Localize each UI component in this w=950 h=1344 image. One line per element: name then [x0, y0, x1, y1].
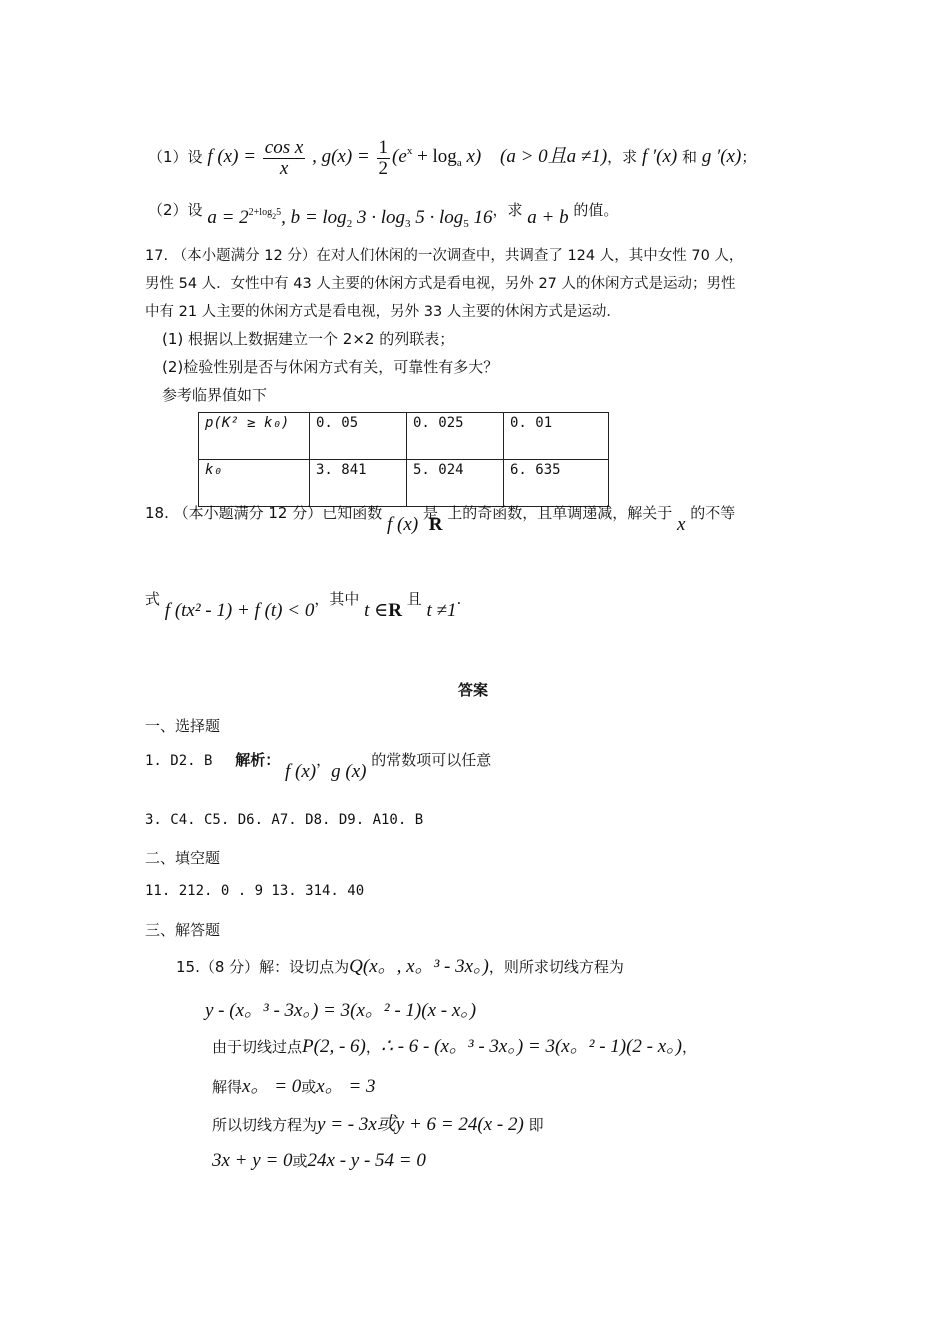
answers-sec3: 三、解答题 [145, 921, 221, 939]
q18-line2 [145, 588, 462, 621]
q18-R2: R [388, 600, 402, 621]
q16-p1-logarg: x) [461, 146, 482, 167]
q18-x: x [677, 514, 686, 535]
q16-p1-fprime: f ′(x) [641, 146, 678, 167]
q17-line3: 中有 21 人主要的休闲方式是看电视，另外 33 人主要的休闲方式是运动． [145, 304, 621, 320]
s15-l5c: 即 [528, 1116, 544, 1134]
s15-head2: ，则所求切线方程为 [488, 958, 624, 976]
s15-l6c: 24x - y - 54 = 0 [307, 1150, 426, 1171]
q16-p2-label: （2）设 [148, 201, 203, 219]
q16-p1-ask: ，求 [607, 148, 638, 166]
q18-line1 [145, 502, 736, 535]
s15-l3eq: ∴ - 6 - (x。³ - 3x。) = 3(x。² - 1)(2 - x。) [380, 1036, 683, 1057]
s15-l4c: 或 [301, 1078, 317, 1096]
q17-ref: 参考临界值如下 [162, 386, 268, 404]
q16-p1-half-den: 2 [378, 157, 389, 179]
table-head-p: p(K² ≥ k₀) [199, 413, 310, 460]
q16-p2-ask: ，求 [492, 201, 523, 219]
q16-p2-sum: a + b [527, 207, 569, 228]
s15-l3a: 由于切线过点 [212, 1038, 303, 1056]
s15-eq1: y - (x。³ - 3x。) = 3(x。² - 1)(x - x。) [205, 1000, 477, 1021]
q18-dot: . [456, 590, 462, 608]
solution-15-head [176, 954, 624, 980]
answer-1-f: f (x) [285, 761, 317, 782]
s15-l6b: 或 [292, 1152, 308, 1170]
answer-1-jiexi: 解析： [235, 751, 281, 769]
answers-title: 答案 [458, 681, 489, 699]
q16-p1-gbody: (e [392, 146, 407, 167]
q17-line1: 17. （本小题满分 12 分）在对人们休闲的一次调查中，共调查了 124 人，其中女性 70 人， [145, 248, 744, 264]
s15-l3c: ， [682, 1038, 698, 1056]
s15-P: P(2, - 6) [302, 1036, 366, 1057]
table-cell: 0. 01 [504, 413, 609, 460]
table-head-k0: k₀ [199, 460, 310, 507]
s15-head: 15.（8 分）解：设切点为 [176, 958, 350, 976]
q18-where: ，其中 [314, 590, 360, 608]
s15-l4b: x。 = 0 [242, 1076, 302, 1097]
table-cell: 6. 635 [504, 460, 609, 507]
s15-l5a: 所以切线方程为 [212, 1116, 318, 1134]
q16-p2-a: $a = 2^{2+log_25}$, $b = \log_2 3 \cdot \log_3 5 \cdot \log_5 16$ [207, 207, 493, 230]
q18-mid: 上的奇函数，且单调递减，解关于 [447, 504, 673, 522]
table-cell: 5. 024 [407, 460, 504, 507]
answer-line-3: 3. C4. C5. D6. A7. D8. D9. A10. B [145, 812, 424, 828]
table-cell: 0. 025 [407, 413, 504, 460]
q16-p2-end: 的值。 [573, 201, 619, 219]
s15-l3b: ， [365, 1038, 381, 1056]
q18-lead: 18. （本小题满分 12 分）已知函数 [145, 504, 383, 522]
q18-fx: f (x) [387, 514, 419, 535]
solution-15-line4 [212, 1074, 376, 1100]
q16-p1-half [377, 138, 391, 179]
q16-p1-frac-den: x [279, 157, 289, 179]
s15-l4a: 解得 [212, 1078, 243, 1096]
q18-tail: 的不等 [690, 504, 736, 522]
s15-l4d: x。 = 3 [316, 1076, 376, 1097]
q18-R: R [428, 514, 443, 535]
q16-p1-f: f (x) = [207, 146, 257, 167]
q18-ineq: f (tx² - 1) + f (t) < 0 [164, 600, 315, 621]
s15-l6a: 3x + y = 0 [212, 1150, 293, 1171]
q16-p1-label: （1）设 [148, 148, 203, 166]
q18-tne: t ≠1 [426, 600, 457, 621]
q16-p1-gprime: g ′(x) [701, 146, 742, 167]
q16-p1-log: + log [412, 146, 457, 167]
q16-part2 [148, 190, 618, 231]
answer-1-rest: 的常数项可以任意 [371, 751, 492, 769]
q17-sub2: (2)检验性别是否与休闲方式有关，可靠性有多大？ [162, 358, 499, 376]
q18-and: 且 [406, 590, 422, 608]
answers-sec1: 一、选择题 [145, 717, 221, 735]
q16-p1-cond: (a > 0且a ≠1) [500, 146, 608, 167]
q18-tin: t ∈ [364, 600, 389, 621]
q16-p1-exp: x [406, 145, 413, 157]
q16-p1-and: 和 [682, 148, 698, 166]
answer-1-g: g (x) [331, 761, 367, 782]
table-row [199, 413, 609, 460]
table-row [199, 460, 609, 507]
answer-line-11: 11. 212. 0 . 9 13. 314. 40 [145, 883, 365, 899]
table-cell: 0. 05 [310, 413, 407, 460]
answer-line-1 [145, 749, 492, 782]
solution-15-line3 [212, 1034, 697, 1060]
answer-1-comma: ， [316, 751, 332, 769]
s15-l5b: y = - 3x或y + 6 = 24(x - 2) [317, 1114, 524, 1135]
q16-p1-frac-num: cos x [264, 136, 304, 158]
critical-value-table [198, 412, 609, 507]
q17-sub1: (1) 根据以上数据建立一个 2×2 的列联表； [162, 330, 455, 348]
q16-p1-fraction [263, 138, 306, 179]
s15-Q: Q(x。, x。³ - 3x。) [349, 956, 489, 977]
q17-line2: 男性 54 人．女性中有 43 人主要的休闲方式是看电视，另外 27 人的休闲方式是运动；男性 [145, 276, 736, 292]
answer-1-prefix: 1. D2. B [145, 753, 213, 769]
q16-p1-end: ； [741, 148, 757, 166]
answers-sec2: 二、填空题 [145, 849, 221, 867]
solution-15-line5 [212, 1112, 544, 1138]
q16-p1-g: , g(x) = [312, 146, 370, 167]
q16-part1 [148, 128, 757, 179]
q18-is: 是 [422, 504, 438, 522]
q18-l2-start: 式 [145, 590, 161, 608]
table-cell: 3. 841 [310, 460, 407, 507]
solution-15-line6 [212, 1148, 426, 1174]
q16-p1-logbase: a [456, 157, 462, 169]
q16-p1-half-num: 1 [378, 136, 389, 158]
